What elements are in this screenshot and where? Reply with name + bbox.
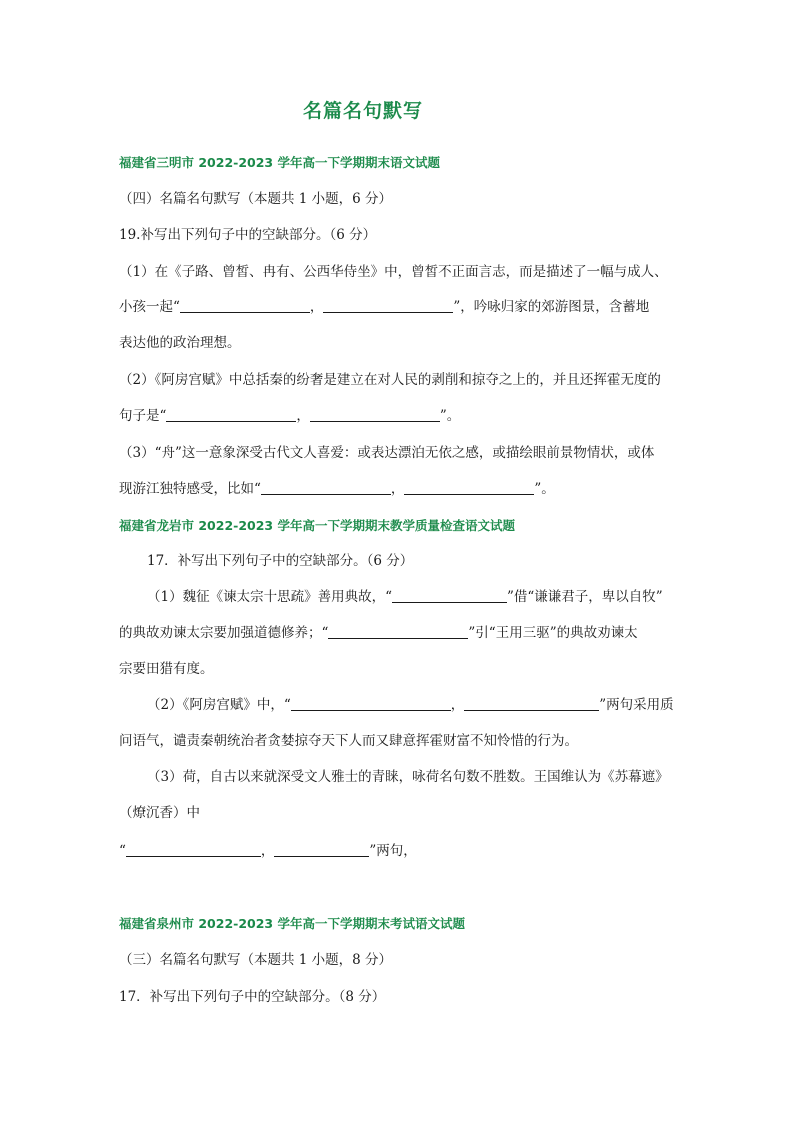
item-text: 句子是“ ， ”。 <box>119 408 461 424</box>
answer-blank[interactable] <box>464 696 599 711</box>
item-text: 宗要田猎有度。 <box>119 661 214 677</box>
item-text: 现游江独特感受，比如“ ， ”。 <box>119 481 555 497</box>
answer-blank[interactable] <box>261 480 391 495</box>
item-text: 的典故劝谏太宗要加强道德修养；“ ”引“王用三驱”的典故劝谏太 <box>119 625 638 641</box>
question-stem: 17．补写出下列句子中的空缺部分。（6 分） <box>147 553 414 569</box>
item-text: （1）在《子路、曾皙、冉有、公西华侍坐》中，曾皙不正面言志，而是描述了一幅与成人、 <box>119 264 668 280</box>
answer-blank[interactable] <box>323 298 453 313</box>
item-text: 问语气，谴责秦朝统治者贪婪掠夺天下人而又肆意挥霍财富不知怜惜的行为。 <box>119 733 578 749</box>
answer-blank[interactable] <box>404 480 534 495</box>
answer-blank[interactable] <box>328 624 468 639</box>
page-title: 名篇名句默写 <box>302 100 423 122</box>
item-text: “ ， ”两句， <box>119 843 417 859</box>
item-text: （3）“舟”这一意象深受古代文人喜爱：或表达漂泊无依之感，或描绘眼前景物情状，或体 <box>119 445 655 461</box>
question-stem: 17．补写出下列句子中的空缺部分。（8 分） <box>119 989 386 1005</box>
item-text: （1）魏征《谏太宗十思疏》善用典故，“ ”借“谦谦君子，卑以自牧” <box>147 589 663 605</box>
item-text: （2）《阿房宫赋》中总括秦的纷奢是建立在对人民的剥削和掠夺之上的，并且还挥霍无度的 <box>119 372 661 388</box>
item-text: 表达他的政治理想。 <box>119 335 241 351</box>
item-text: （3）荷，自古以来就深受文人雅士的青睐，咏荷名句数不胜数。王国维认为《苏幕遮》 <box>147 769 669 785</box>
section-source-quanzhou: 福建省泉州市 2022-2023 学年高一下学期期末考试语文试题 <box>119 916 465 931</box>
item-text: 小孩一起“ ， ”，吟咏归家的郊游图景，含蓄地 <box>119 299 650 315</box>
question-stem: 19.补写出下列句子中的空缺部分。（6 分） <box>119 227 377 243</box>
answer-blank[interactable] <box>274 842 369 857</box>
section-heading: （四）名篇名句默写（本题共 1 小题，6 分） <box>119 191 393 207</box>
item-text: （2）《阿房宫赋》中，“ ， ”两句采用质 <box>147 697 674 713</box>
answer-blank[interactable] <box>166 407 296 422</box>
answer-blank[interactable] <box>180 298 310 313</box>
section-source-longyan: 福建省龙岩市 2022-2023 学年高一下学期期末教学质量检查语文试题 <box>119 518 515 533</box>
answer-blank[interactable] <box>126 842 261 857</box>
item-text: （燎沉香）中 <box>119 805 200 821</box>
answer-blank[interactable] <box>392 588 507 603</box>
answer-blank[interactable] <box>310 407 440 422</box>
section-heading: （三）名篇名句默写（本题共 1 小题，8 分） <box>119 952 393 968</box>
section-source-sanming: 福建省三明市 2022-2023 学年高一下学期期末语文试题 <box>119 155 440 170</box>
answer-blank[interactable] <box>291 696 451 711</box>
